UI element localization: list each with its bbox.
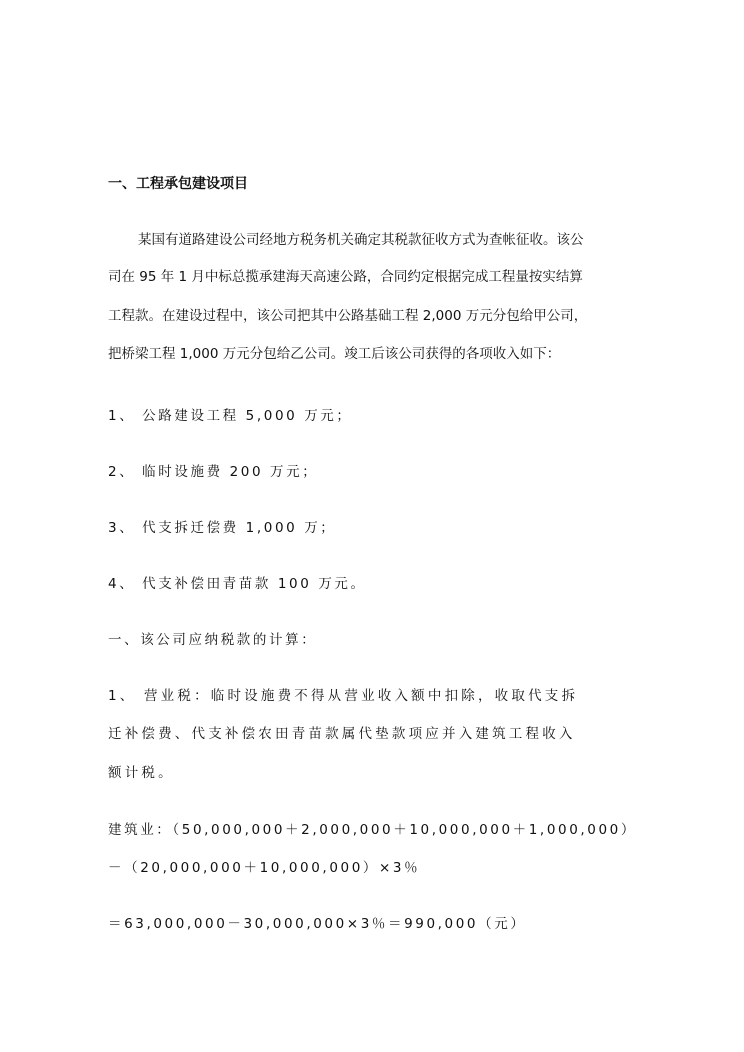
income-item-1: 1、 公路建设工程 5,000 万元； <box>108 408 353 424</box>
paragraph-line-1: 某国有道路建设公司经地方税务机关确定其税款征收方式为查帐征收。该公 <box>138 232 584 248</box>
paragraph-line-4: 把桥梁工程 1,000 万元分包给乙公司。竣工后该公司获得的各项收入如下： <box>108 346 561 362</box>
section-heading-project: 一、工程承包建设项目 <box>108 176 248 192</box>
tax-point-line-1: 1、 营业税：临时设施费不得从营业收入额中扣除，收取代支拆 <box>108 688 579 704</box>
tax-point-line-2: 迁补偿费、代支补偿农田青苗款属代垫款项应并入建筑工程收入 <box>108 726 576 742</box>
income-item-4: 4、 代支补偿田青苗款 100 万元。 <box>108 576 367 592</box>
formula-line-1: 建筑业：（50,000,000＋2,000,000＋10,000,000＋1,000,000） <box>108 822 637 838</box>
paragraph-line-2: 司在 95 年 1 月中标总揽承建海天高速公路，合同约定根据完成工程量按实结算 <box>108 269 583 285</box>
income-item-2: 2、 临时设施费 200 万元； <box>108 464 319 480</box>
formula-line-2: －（20,000,000＋10,000,000）×3％ <box>108 860 421 876</box>
tax-point-line-3: 额计税。 <box>108 765 175 781</box>
paragraph-line-3: 工程款。在建设过程中，该公司把其中公路基础工程 2,000 万元分包给甲公司， <box>108 308 588 324</box>
income-item-3: 3、 代支拆迁偿费 1,000 万； <box>108 520 337 536</box>
formula-line-3: ＝63,000,000－30,000,000×3％＝990,000（元） <box>108 916 527 932</box>
section-heading-tax-calc: 一、该公司应纳税款的计算： <box>108 632 318 648</box>
